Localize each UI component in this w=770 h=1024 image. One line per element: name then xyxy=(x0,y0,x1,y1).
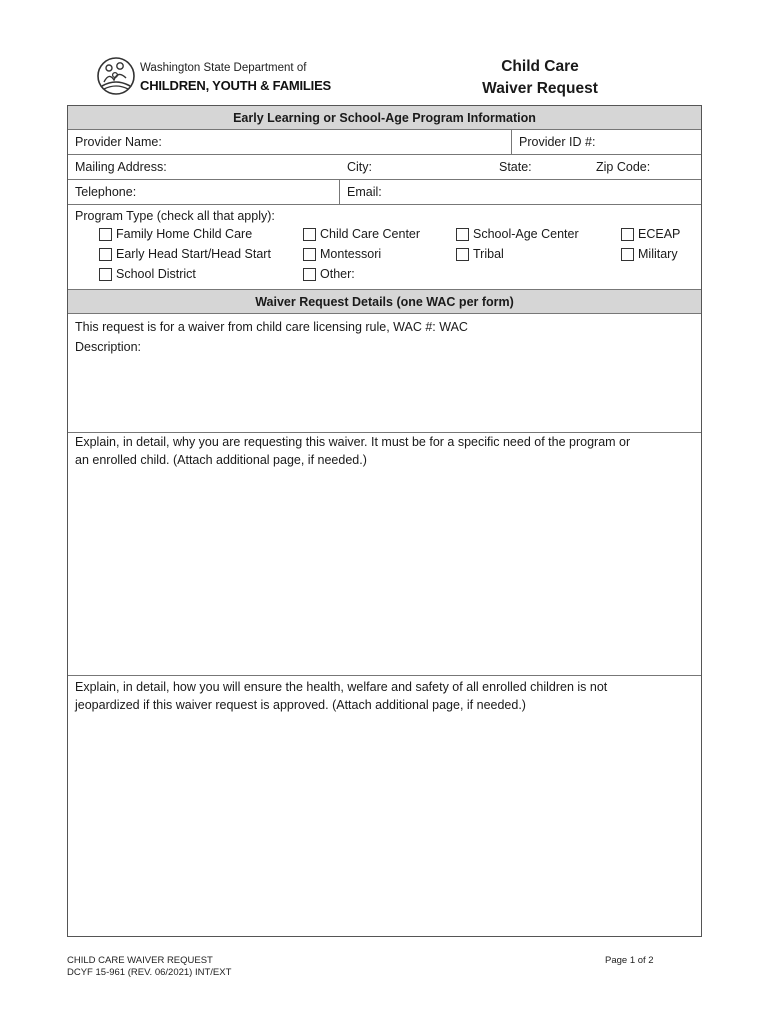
checkbox-icon xyxy=(621,248,634,261)
checkbox-label: Child Care Center xyxy=(320,227,421,241)
org-name-line1: Washington State Department of xyxy=(140,62,307,74)
checkbox-label: ECEAP xyxy=(638,227,681,241)
wac-description-row[interactable] xyxy=(68,314,701,433)
dcyf-logo xyxy=(96,56,332,100)
city-field[interactable]: City: xyxy=(347,160,372,174)
checkbox-family-home-child-care[interactable] xyxy=(99,227,252,241)
checkbox-icon xyxy=(99,268,112,281)
waiver-form xyxy=(67,105,702,937)
program-type-row xyxy=(68,205,701,290)
document-title xyxy=(460,56,620,100)
checkbox-tribal[interactable] xyxy=(456,247,504,261)
checkbox-label: School-Age Center xyxy=(473,227,579,241)
email-field[interactable]: Email: xyxy=(347,185,382,199)
family-emblem-icon xyxy=(96,56,136,96)
document-title-line1: Child Care xyxy=(501,58,579,75)
explain-why-row[interactable] xyxy=(68,433,701,676)
checkbox-icon xyxy=(99,228,112,241)
address-row xyxy=(68,155,701,180)
checkbox-icon xyxy=(99,248,112,261)
checkbox-icon xyxy=(456,228,469,241)
section-program-info-heading: Early Learning or School-Age Program Information xyxy=(68,106,701,130)
program-type-label: Program Type (check all that apply): xyxy=(75,209,275,223)
wac-number-field[interactable]: This request is for a waiver from child care licensing rule, WAC #: WAC xyxy=(75,320,468,334)
state-field[interactable]: State: xyxy=(499,160,532,174)
footer-line2: DCYF 15-961 (REV. 06/2021) INT/EXT xyxy=(67,967,232,978)
zip-code-field[interactable]: Zip Code: xyxy=(596,160,651,174)
explain-how-prompt: Explain, in detail, how you will ensure the health, welfare and safety of all enrolled children is not jeopardized if this waiver request is approved. (Attach additional page, if needed.) xyxy=(75,680,608,712)
org-name-line2: CHILDREN, YOUTH & FAMILIES xyxy=(140,78,332,93)
divider xyxy=(339,180,340,204)
mailing-address-field[interactable]: Mailing Address: xyxy=(75,160,167,174)
provider-id-field[interactable]: Provider ID #: xyxy=(519,135,596,149)
contact-row xyxy=(68,180,701,205)
telephone-field[interactable]: Telephone: xyxy=(75,185,137,199)
checkbox-eceap[interactable] xyxy=(621,227,680,241)
document-title-line2: Waiver Request xyxy=(482,80,598,97)
checkbox-label: Montessori xyxy=(320,247,382,261)
checkbox-icon xyxy=(303,268,316,281)
checkbox-icon xyxy=(621,228,634,241)
checkbox-label: Early Head Start/Head Start xyxy=(116,247,271,261)
footer-form-id xyxy=(67,955,231,979)
checkbox-school-age-center[interactable] xyxy=(456,227,579,241)
explain-how-row[interactable] xyxy=(68,676,701,938)
explain-why-prompt: Explain, in detail, why you are requesting this waiver. It must be for a specific need of the program or an enrolled child. (Attach additional page, if needed.) xyxy=(75,435,631,467)
checkbox-label: Tribal xyxy=(473,247,504,261)
checkbox-icon xyxy=(456,248,469,261)
checkbox-other[interactable] xyxy=(303,267,355,281)
checkbox-icon xyxy=(303,228,316,241)
checkbox-school-district[interactable] xyxy=(99,267,196,281)
checkbox-early-head-start[interactable] xyxy=(99,247,271,261)
provider-row xyxy=(68,130,701,155)
checkbox-label: Family Home Child Care xyxy=(116,227,253,241)
checkbox-label: Other: xyxy=(320,267,355,281)
checkbox-label: School District xyxy=(116,267,196,281)
provider-name-field[interactable]: Provider Name: xyxy=(75,135,162,149)
description-field[interactable]: Description: xyxy=(75,340,141,354)
page-number: Page 1 of 2 xyxy=(605,955,654,966)
checkbox-montessori[interactable] xyxy=(303,247,381,261)
checkbox-icon xyxy=(303,248,316,261)
checkbox-military[interactable] xyxy=(621,247,678,261)
checkbox-child-care-center[interactable] xyxy=(303,227,420,241)
divider xyxy=(511,130,512,154)
section-waiver-details-heading: Waiver Request Details (one WAC per form) xyxy=(68,290,701,314)
checkbox-label: Military xyxy=(638,247,678,261)
footer-line1: CHILD CARE WAIVER REQUEST xyxy=(67,955,213,966)
